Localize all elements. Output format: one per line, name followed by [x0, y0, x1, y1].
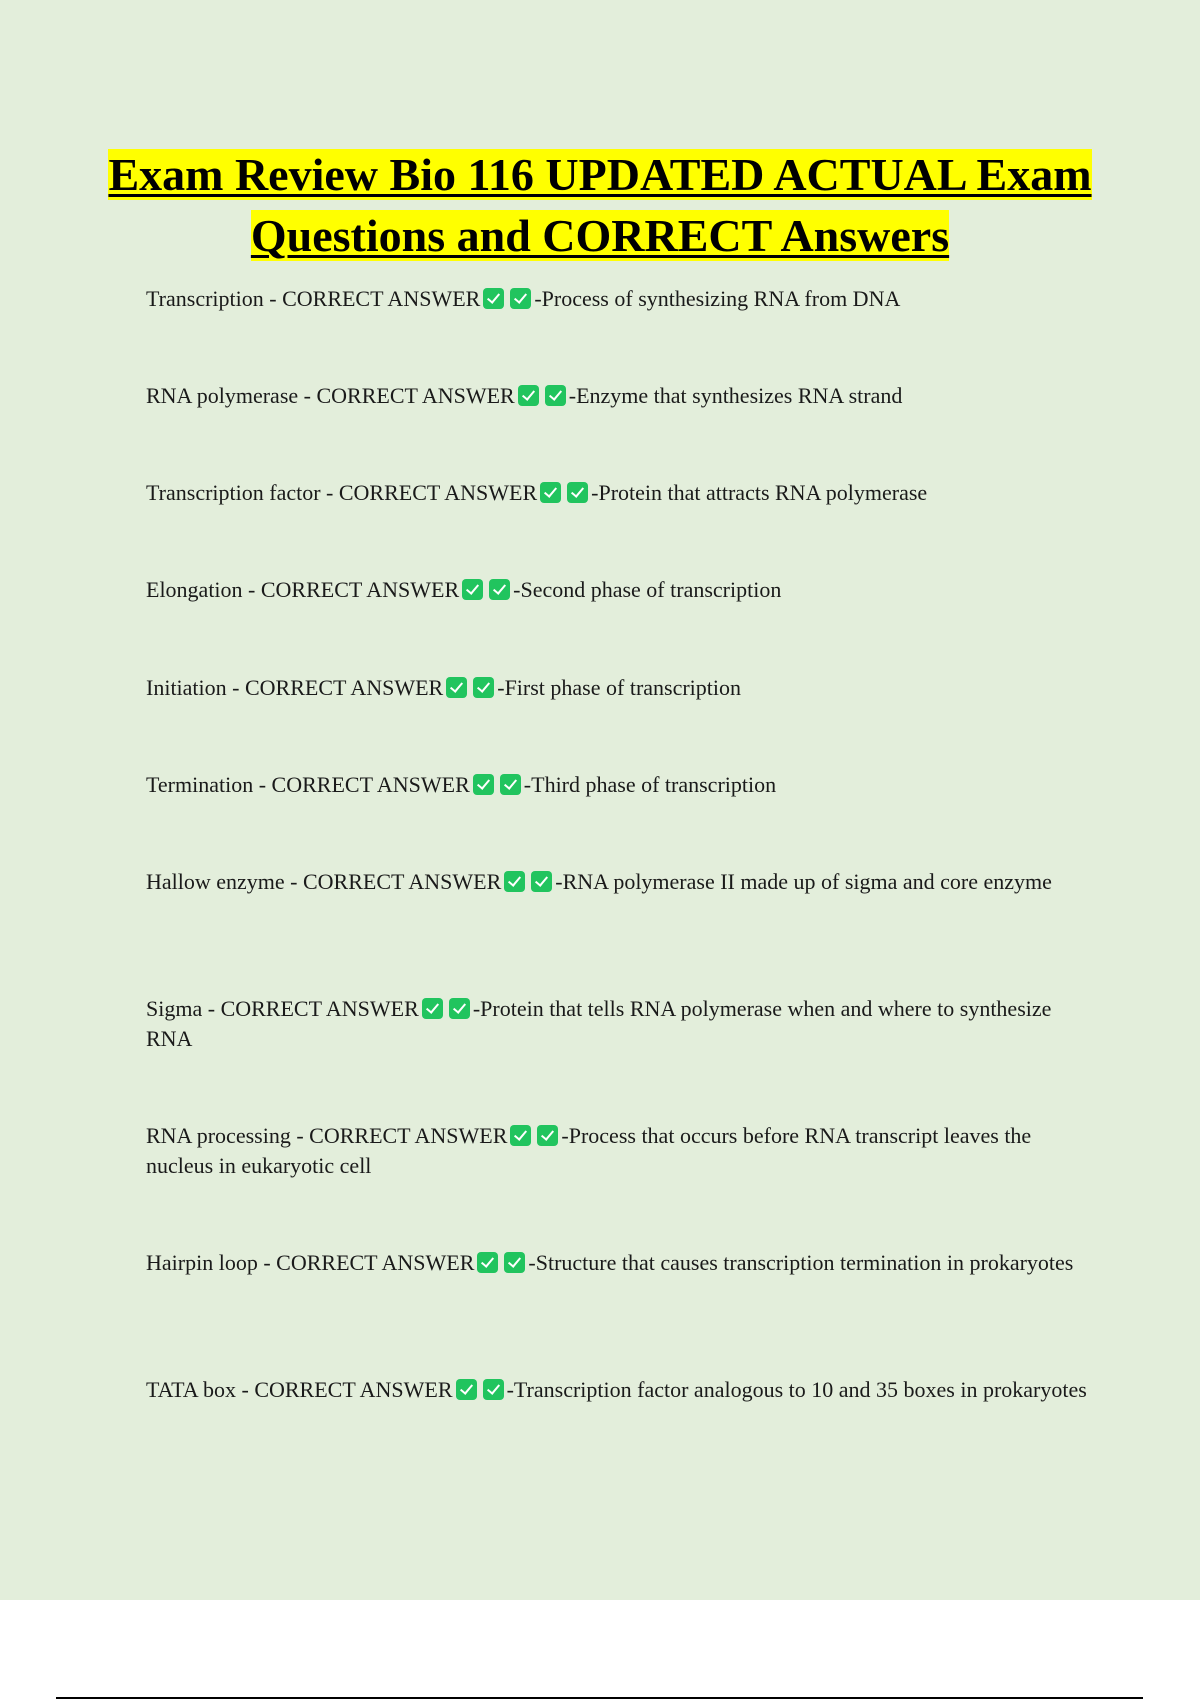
answer-marker: CORRECT ANSWER	[309, 1123, 508, 1148]
check-mark-icon	[531, 871, 552, 892]
check-mark-icon	[456, 1379, 477, 1400]
answer-marker: CORRECT ANSWER	[276, 1250, 475, 1275]
list-item: Termination - CORRECT ANSWER -Third phase of transcription	[146, 772, 777, 797]
entry-term: Initiation	[146, 675, 227, 700]
answer-marker: CORRECT ANSWER	[338, 480, 538, 505]
check-mark-icon	[504, 871, 525, 892]
answer-marker: CORRECT ANSWER	[271, 772, 470, 797]
list-item: Initiation - CORRECT ANSWER -First phase of transcription	[146, 675, 742, 700]
check-mark-icon	[473, 774, 494, 795]
list-item: Transcription - CORRECT ANSWER -Process of synthesizing RNA from DNA	[146, 286, 901, 311]
entry-term: Termination	[146, 772, 254, 797]
entry-definition: Process of synthesizing RNA from DNA	[541, 286, 901, 311]
list-item: TATA box - CORRECT ANSWER -Transcription factor analogous to 10 and 35 boxes in prokaryotes	[146, 1377, 1087, 1402]
check-mark-icon	[504, 1252, 525, 1273]
answer-marker: CORRECT ANSWER	[220, 996, 419, 1021]
entry-definition: Third phase of transcription	[531, 772, 777, 797]
list-item: Elongation - CORRECT ANSWER -Second phase of transcription	[146, 577, 782, 602]
answer-marker: CORRECT ANSWER	[303, 869, 502, 894]
check-mark-icon	[500, 774, 521, 795]
check-mark-icon	[510, 1125, 531, 1146]
check-mark-icon	[540, 482, 561, 503]
check-mark-icon	[545, 385, 566, 406]
entry-term: Sigma	[146, 996, 203, 1021]
check-mark-icon	[483, 288, 504, 309]
check-mark-icon	[518, 385, 539, 406]
check-mark-icon	[537, 1125, 558, 1146]
entry-definition: First phase of transcription	[504, 675, 742, 700]
entry-definition: RNA polymerase II made up of sigma and core enzyme	[562, 869, 1052, 894]
entry-term: Hairpin loop	[146, 1250, 258, 1275]
entry-definition: Protein that tells RNA polymerase when and where to synthesize RNA	[146, 996, 1052, 1051]
list-item: Transcription factor - CORRECT ANSWER -Protein that attracts RNA polymerase	[146, 480, 928, 505]
entry-term: TATA box	[146, 1377, 236, 1402]
check-mark-icon	[449, 998, 470, 1019]
check-mark-icon	[567, 482, 588, 503]
answer-marker: CORRECT ANSWER	[244, 675, 444, 700]
entry-term: Elongation	[146, 577, 243, 602]
entry-definition: Structure that causes transcription termination in prokaryotes	[535, 1250, 1074, 1275]
answer-marker: CORRECT ANSWER	[282, 286, 481, 311]
entry-term: RNA processing	[146, 1123, 291, 1148]
entry-term: Transcription	[146, 286, 264, 311]
entry-definition: Second phase of transcription	[520, 577, 782, 602]
document-title	[100, 144, 1100, 266]
entry-definition: Process that occurs before RNA transcript leaves the nucleus in eukaryotic cell	[146, 1123, 1032, 1178]
entry-definition: Transcription factor analogous to 10 and 35 boxes in prokaryotes	[513, 1377, 1087, 1402]
document-title-text: Exam Review Bio 116 UPDATED ACTUAL Exam Questions and CORRECT Answers	[108, 149, 1092, 261]
list-item: RNA processing - CORRECT ANSWER -Process that occurs before RNA transcript leaves the nucleus in eukaryotic cell	[146, 1123, 1032, 1178]
check-mark-icon	[510, 288, 531, 309]
list-item: RNA polymerase - CORRECT ANSWER -Enzyme that synthesizes RNA strand	[146, 383, 903, 408]
entry-term: RNA polymerase	[146, 383, 299, 408]
answer-marker: CORRECT ANSWER	[260, 577, 460, 602]
entry-term: Transcription factor	[146, 480, 321, 505]
check-mark-icon	[462, 579, 483, 600]
footer-divider	[56, 1697, 1143, 1699]
entry-definition: Protein that attracts RNA polymerase	[598, 480, 928, 505]
check-mark-icon	[422, 998, 443, 1019]
entry-definition: Enzyme that synthesizes RNA strand	[576, 383, 903, 408]
list-item: Hallow enzyme - CORRECT ANSWER -RNA polymerase II made up of sigma and core enzyme	[146, 869, 1052, 894]
entry-term: Hallow enzyme	[146, 869, 285, 894]
answer-marker: CORRECT ANSWER	[254, 1377, 453, 1402]
check-mark-icon	[446, 677, 467, 698]
answer-marker: CORRECT ANSWER	[316, 383, 515, 408]
check-mark-icon	[483, 1379, 504, 1400]
list-item: Sigma - CORRECT ANSWER -Protein that tells RNA polymerase when and where to synthesize RNA	[146, 996, 1052, 1051]
list-item: Hairpin loop - CORRECT ANSWER -Structure that causes transcription termination in prokaryotes	[146, 1250, 1074, 1275]
check-mark-icon	[489, 579, 510, 600]
check-mark-icon	[473, 677, 494, 698]
check-mark-icon	[477, 1252, 498, 1273]
